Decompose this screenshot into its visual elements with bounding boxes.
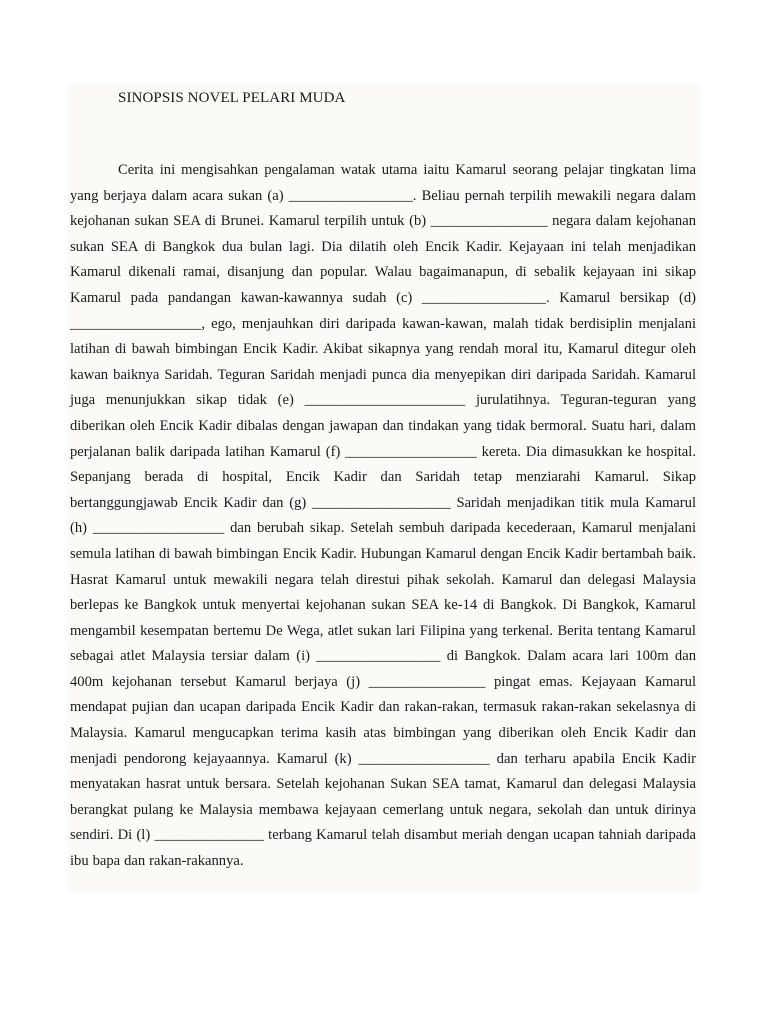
synopsis-paragraph: Cerita ini mengisahkan pengalaman watak utama iaitu Kamarul seorang pelajar tingkatan lima yang berjaya dalam acara sukan (a) _________________. Beliau pernah terpilih mewakili negara dalam kejohanan sukan SEA di Brunei. Kamarul terpilih untuk (b) ________________ negara dalam kejohanan sukan SEA di Bangkok dua bulan lagi. Dia dilatih oleh Encik Kadir. Kejayaan ini telah menjadikan Kamarul dikenali ramai, disanjung dan popular. Walau bagaimanapun, di sebalik kejayaan ini sikap Kamarul pada pandangan kawan-kawannya sudah (c) _________________. Kamarul bersikap (d) __________________, ego, menjauhkan diri daripada kawan-kawan, malah tidak berdisiplin menjalani latihan di bawah bimbingan Encik Kadir. Akibat sikapnya yang rendah moral itu, Kamarul ditegur oleh kawan baiknya Saridah. Teguran Saridah menjadi punca dia menyepikan diri daripada Saridah. Kamarul juga menunjukkan sikap tidak (e) ______________________ jurulatihnya. Teguran-teguran yang diberikan oleh Encik Kadir dibalas dengan jawapan dan tindakan yang tidak bermoral. Suatu hari, dalam perjalanan balik daripada latihan Kamarul (f) __________________ kereta. Dia dimasukkan ke hospital. Sepanjang berada di hospital, Encik Kadir dan Saridah tetap menziarahi Kamarul. Sikap bertanggungjawab Encik Kadir dan (g) ___________________ Saridah menjadikan titik mula Kamarul (h) __________________ dan berubah sikap. Setelah sembuh daripada kecederaan, Kamarul menjalani semula latihan di bawah bimbingan Encik Kadir. Hubungan Kamarul dengan Encik Kadir bertambah baik. Hasrat Kamarul untuk mewakili negara telah direstui pihak sekolah. Kamarul dan delegasi Malaysia berlepas ke Bangkok untuk menyertai kejohanan sukan SEA ke-14 di Bangkok. Di Bangkok, Kamarul mengambil kesempatan bertemu De Wega, atlet sukan lari Filipina yang terkenal. Berita tentang Kamarul sebagai atlet Malaysia tersiar dalam (i) _________________ di Bangkok. Dalam acara lari 100m dan 400m kejohanan tersebut Kamarul berjaya (j) ________________ pingat emas. Kejayaan Kamarul mendapat pujian dan ucapan daripada Encik Kadir dan rakan-rakan, termasuk rakan-rakan sekelasnya di Malaysia. Kamarul mengucapkan terima kasih atas bimbingan yang diberikan oleh Encik Kadir dan menjadi pendorong kejayaannya. Kamarul (k) __________________ dan terharu apabila Encik Kadir menyatakan hasrat untuk bersara. Setelah kejohanan Sukan SEA tamat, Kamarul dan delegasi Malaysia berangkat pulang ke Malaysia membawa kejayaan cemerlang untuk negara, sekolah dan untuk dirinya sendiri. Di (l) _______________ terbang Kamarul telah disambut meriah dengan ucapan tahniah daripada ibu bapa dan rakan-rakannya.: [70, 162, 696, 870]
document-page: [68, 84, 700, 892]
document-title: SINOPSIS NOVEL PELARI MUDA: [118, 90, 346, 106]
